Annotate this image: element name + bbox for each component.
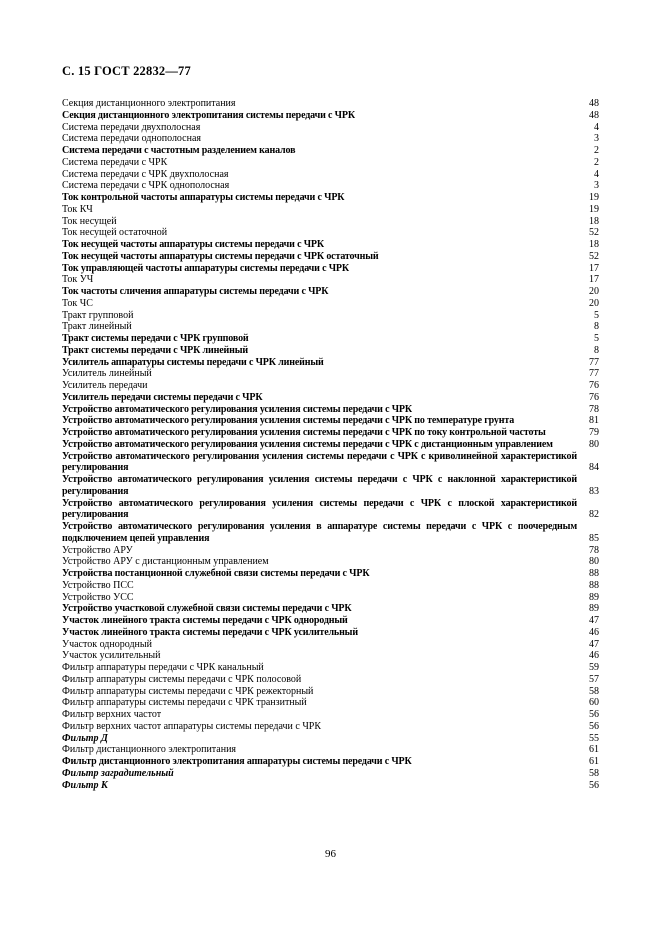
index-entry — [62, 345, 599, 357]
index-entry — [62, 204, 599, 216]
index-page-ref: 88 — [589, 579, 599, 591]
index-page-ref: 88 — [589, 568, 599, 579]
index-entry — [62, 263, 599, 275]
index-term: Система передачи с ЧРК — [62, 156, 168, 168]
index-entry — [62, 251, 599, 263]
index-page-ref: 2 — [594, 156, 599, 168]
index-term: Устройство автоматического регулирования усиления системы передачи с ЧРК по току контрольной частоты — [62, 427, 546, 438]
index-page-ref: 3 — [594, 133, 599, 145]
index-page-ref: 56 — [589, 779, 599, 791]
index-entry — [62, 451, 599, 475]
index-page-ref: 19 — [589, 192, 599, 203]
index-entry — [62, 733, 599, 745]
index-term: Устройство автоматического регулирования усиления системы передачи с ЧРК с криволинейной характеристикой регулирования — [62, 450, 577, 474]
index-term: Фильтр дистанционного электропитания аппаратуры системы передачи с ЧРК — [62, 756, 412, 767]
index-entry — [62, 333, 599, 345]
index-term: Устройства постанционной служебной связи системы передачи с ЧРК — [62, 568, 370, 579]
index-entry — [62, 545, 599, 557]
term-index — [62, 98, 599, 791]
index-entry — [62, 674, 599, 686]
index-page-ref: 46 — [589, 626, 599, 638]
index-entry — [62, 580, 599, 592]
index-term: Тракт системы передачи с ЧРК линейный — [62, 344, 249, 356]
index-entry — [62, 180, 599, 192]
index-entry — [62, 521, 599, 545]
index-term: Тракт линейный — [62, 321, 132, 333]
index-entry — [62, 169, 599, 181]
index-page-ref: 5 — [594, 333, 599, 344]
index-page-ref: 52 — [589, 227, 599, 239]
index-page-ref: 58 — [589, 685, 599, 697]
index-page-ref: 48 — [589, 109, 599, 121]
index-entry — [62, 392, 599, 404]
page-number: 96 — [325, 848, 336, 860]
index-entry — [62, 756, 599, 768]
index-entry — [62, 133, 599, 145]
index-term: Устройство автоматического регулирования усиления системы передачи с ЧРК с наклонной характеристикой регулирования — [62, 474, 577, 497]
index-page-ref: 84 — [589, 462, 599, 474]
index-term: Участок линейного тракта системы передачи с ЧРК усилительный — [62, 626, 358, 638]
index-entry — [62, 298, 599, 310]
index-page-ref: 5 — [594, 309, 599, 321]
index-entry — [62, 286, 599, 298]
index-term: Устройство автоматического регулирования усиления системы передачи с ЧРК с плоской характеристикой регулирования — [62, 497, 577, 521]
index-term: Устройство автоматического регулирования усиления системы передачи с ЧРК — [62, 403, 412, 415]
index-term: Устройство УСС — [62, 591, 134, 603]
index-page-ref: 77 — [589, 368, 599, 380]
index-term: Ток несущей — [62, 215, 117, 227]
index-term: Усилитель аппаратуры системы передачи с ЧРК линейный — [62, 356, 324, 368]
index-page-ref: 89 — [589, 603, 599, 615]
index-entry — [62, 122, 599, 134]
index-entry — [62, 427, 599, 439]
index-page-ref: 2 — [594, 145, 599, 156]
index-term: Фильтр аппаратуры системы передачи с ЧРК режекторный — [62, 685, 314, 697]
index-entry — [62, 192, 599, 204]
index-page-ref: 56 — [589, 709, 599, 720]
index-term: Устройство участковой служебной связи системы передачи с ЧРК — [62, 603, 352, 615]
index-entry — [62, 439, 599, 451]
index-entry — [62, 556, 599, 568]
index-entry — [62, 310, 599, 322]
page-header: С. 15 ГОСТ 22832—77 — [62, 64, 191, 78]
index-entry — [62, 380, 599, 392]
index-page-ref: 17 — [589, 274, 599, 286]
index-page-ref: 85 — [589, 532, 599, 544]
index-term: Ток несущей остаточной — [62, 227, 168, 239]
index-term: Фильтр аппаратуры передачи с ЧРК канальный — [62, 662, 264, 673]
index-page-ref: 8 — [594, 321, 599, 333]
index-page-ref: 47 — [589, 638, 599, 650]
index-term: Секция дистанционного электропитания системы передачи с ЧРК — [62, 109, 355, 121]
index-page-ref: 58 — [589, 767, 599, 779]
index-page-ref: 55 — [589, 732, 599, 744]
index-entry — [62, 662, 599, 674]
index-entry — [62, 98, 599, 110]
index-term: Фильтр заградительный — [62, 767, 174, 779]
index-page-ref: 57 — [589, 673, 599, 685]
index-term: Фильтр верхних частот — [62, 709, 162, 720]
index-page-ref: 46 — [589, 650, 599, 662]
index-term: Система передачи двухполосная — [62, 121, 201, 133]
index-entry — [62, 404, 599, 416]
index-term: Устройство автоматического регулирования усиления системы передачи с ЧРК по температуре грунта — [62, 415, 515, 427]
index-page-ref: 20 — [589, 286, 599, 297]
index-term: Система передачи с частотным разделением каналов — [62, 145, 296, 156]
index-page-ref: 78 — [589, 544, 599, 556]
index-entry — [62, 368, 599, 380]
index-page-ref: 80 — [589, 438, 599, 450]
index-page-ref: 48 — [589, 98, 599, 109]
index-page-ref: 61 — [589, 756, 599, 767]
index-entry — [62, 568, 599, 580]
index-term: Ток частоты сличения аппаратуры системы передачи с ЧРК — [62, 286, 329, 297]
index-term: Система передачи однополосная — [62, 133, 202, 145]
index-page-ref: 19 — [589, 203, 599, 215]
index-page-ref: 8 — [594, 344, 599, 356]
index-page-ref: 47 — [589, 615, 599, 626]
index-page-ref: 18 — [589, 215, 599, 227]
index-page-ref: 59 — [589, 662, 599, 673]
index-page-ref: 3 — [594, 180, 599, 192]
index-page-ref: 60 — [589, 697, 599, 709]
index-entry — [62, 592, 599, 604]
index-entry — [62, 744, 599, 756]
index-term: Фильтр Д — [62, 732, 108, 744]
index-page-ref: 89 — [589, 591, 599, 603]
index-term: Усилитель линейный — [62, 368, 152, 380]
index-term: Система передачи с ЧРК двухполосная — [62, 168, 229, 180]
index-page-ref: 4 — [594, 121, 599, 133]
index-entry — [62, 415, 599, 427]
index-page-ref: 17 — [589, 262, 599, 274]
index-page-ref: 56 — [589, 720, 599, 732]
index-term: Участок линейного тракта системы передачи с ЧРК однородный — [62, 615, 348, 626]
index-entry — [62, 216, 599, 228]
index-page-ref: 20 — [589, 297, 599, 309]
index-term: Ток несущей частоты аппаратуры системы передачи с ЧРК остаточный — [62, 250, 379, 262]
index-entry — [62, 357, 599, 369]
index-entry — [62, 274, 599, 286]
index-page-ref: 18 — [589, 239, 599, 250]
index-term: Участок усилительный — [62, 650, 161, 662]
index-entry — [62, 780, 599, 792]
index-page-ref: 80 — [589, 556, 599, 568]
index-term: Тракт групповой — [62, 309, 134, 321]
index-entry — [62, 110, 599, 122]
index-entry — [62, 627, 599, 639]
index-entry — [62, 615, 599, 627]
index-term: Фильтр аппаратуры системы передачи с ЧРК полосовой — [62, 673, 302, 685]
index-entry — [62, 498, 599, 522]
index-page-ref: 52 — [589, 250, 599, 262]
index-term: Ток ЧС — [62, 297, 93, 309]
index-term: Участок однородный — [62, 638, 152, 650]
index-page-ref: 77 — [589, 356, 599, 368]
index-term: Устройство автоматического регулирования усиления в аппаратуре системы передачи с ЧРК с поочередным подключением цепей управления — [62, 521, 577, 544]
index-term: Система передачи с ЧРК однополосная — [62, 180, 230, 192]
index-term: Устройство ПСС — [62, 579, 134, 591]
index-term: Усилитель передачи — [62, 380, 148, 391]
index-term: Секция дистанционного электропитания — [62, 98, 236, 109]
index-term: Ток несущей частоты аппаратуры системы передачи с ЧРК — [62, 239, 324, 250]
index-term: Устройство автоматического регулирования усиления системы передачи с ЧРК с дистанционным управлением — [62, 438, 553, 450]
index-page-ref: 83 — [589, 485, 599, 497]
index-entry — [62, 686, 599, 698]
index-term: Устройство АРУ — [62, 544, 133, 556]
index-term: Устройство АРУ с дистанционным управлением — [62, 556, 269, 568]
index-entry — [62, 239, 599, 251]
index-entry — [62, 721, 599, 733]
index-term: Фильтр верхних частот аппаратуры системы передачи с ЧРК — [62, 720, 322, 732]
index-page-ref: 76 — [589, 391, 599, 403]
index-entry — [62, 709, 599, 721]
index-entry — [62, 157, 599, 169]
index-page-ref: 79 — [589, 427, 599, 438]
index-entry — [62, 603, 599, 615]
index-page-ref: 76 — [589, 380, 599, 391]
index-page-ref: 4 — [594, 168, 599, 180]
index-page-ref: 78 — [589, 403, 599, 415]
index-term: Усилитель передачи системы передачи с ЧРК — [62, 391, 263, 403]
index-entry — [62, 227, 599, 239]
index-entry — [62, 639, 599, 651]
index-term: Тракт системы передачи с ЧРК групповой — [62, 333, 249, 344]
index-term: Ток контрольной частоты аппаратуры системы передачи с ЧРК — [62, 192, 345, 203]
index-page-ref: 82 — [589, 509, 599, 521]
index-entry — [62, 768, 599, 780]
index-page-ref: 81 — [589, 415, 599, 427]
index-term: Ток УЧ — [62, 274, 94, 286]
index-term: Фильтр дистанционного электропитания — [62, 744, 237, 756]
index-term: Ток КЧ — [62, 203, 93, 215]
index-term: Ток управляющей частоты аппаратуры системы передачи с ЧРК — [62, 262, 349, 274]
index-entry — [62, 474, 599, 498]
index-entry — [62, 650, 599, 662]
index-entry — [62, 697, 599, 709]
index-entry — [62, 145, 599, 157]
index-term: Фильтр К — [62, 779, 108, 791]
index-page-ref: 61 — [589, 744, 599, 756]
index-entry — [62, 321, 599, 333]
index-term: Фильтр аппаратуры системы передачи с ЧРК транзитный — [62, 697, 307, 709]
